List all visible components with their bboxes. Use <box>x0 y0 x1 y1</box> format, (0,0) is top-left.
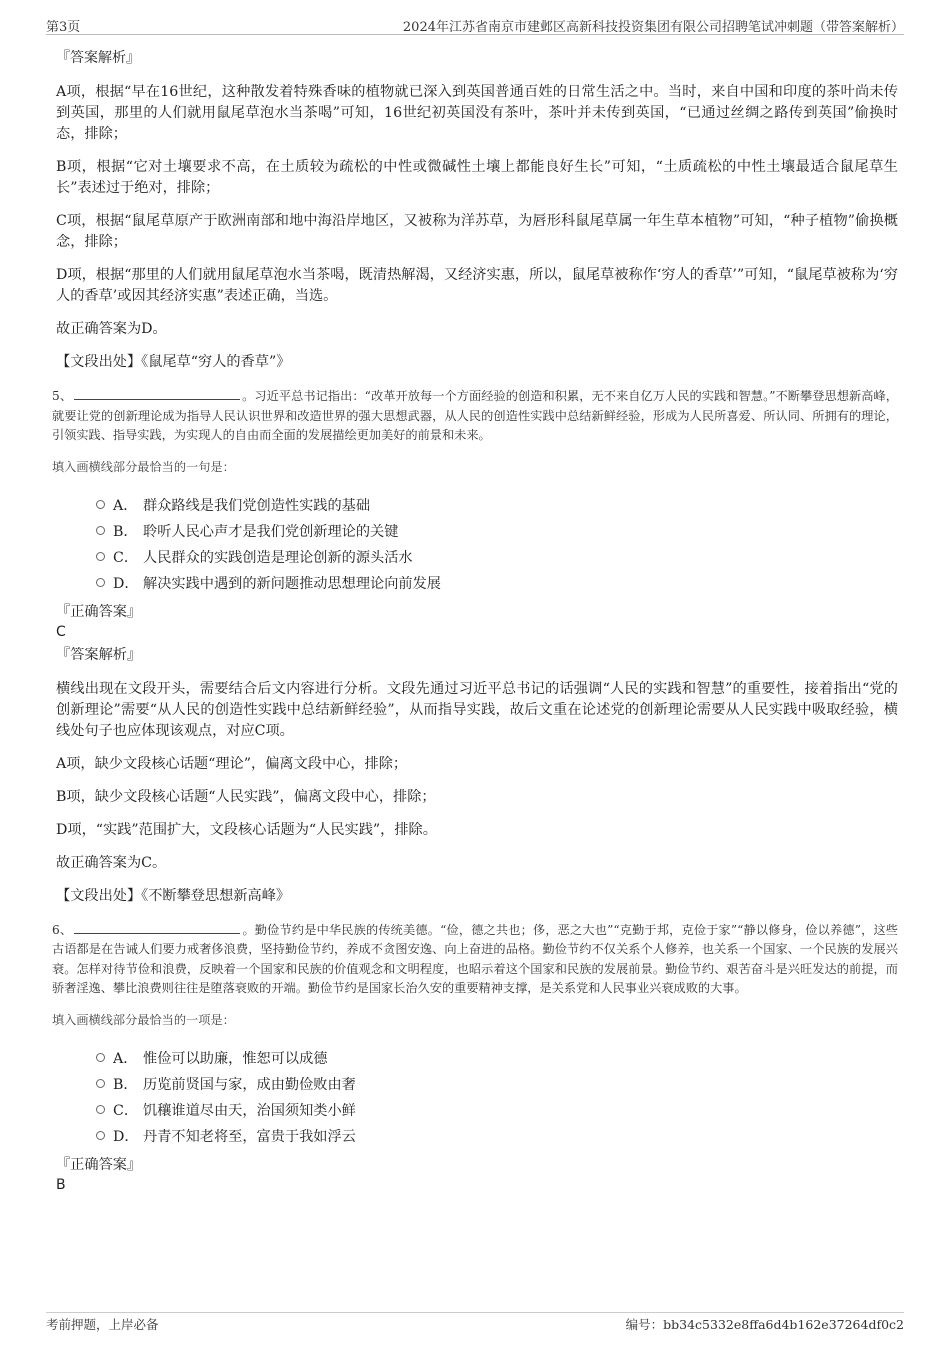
page-content <box>52 44 898 1195</box>
radio-icon[interactable] <box>96 1079 105 1088</box>
options-list <box>96 492 898 596</box>
option-text: 聆听人民心声才是我们党创新理论的关键 <box>143 523 399 540</box>
option-text: 解决实践中遇到的新问题推动思想理论向前发展 <box>143 575 441 592</box>
option-label: A． <box>113 1050 138 1067</box>
text-source: 【文段出处】《不断攀登思想新高峰》 <box>56 887 291 904</box>
radio-icon[interactable] <box>96 578 105 587</box>
question-stem <box>52 921 898 999</box>
document-id: 编号：bb34c5332e8ffa6d4b162e37264df0c2 <box>625 1317 904 1332</box>
option-a[interactable] <box>96 1045 898 1071</box>
option-b[interactable] <box>96 1071 898 1097</box>
correct-answer-marker: 『正确答案』 <box>56 603 142 620</box>
option-a[interactable] <box>96 492 898 518</box>
footer-slogan: 考前押题，上岸必备 <box>46 1317 159 1332</box>
question-text: 。勤俭节约是中华民族的传统美德。“俭，德之共也；侈，恶之大也”“克勤于邦，克俭于家”“静以修身，俭以养德”，这些古语都是在告诫人们要力戒奢侈浪费，坚持勤俭节约，养成不贪图安逸、向上奋进的品格。勤俭节约不仅关系个人修养，也关系一个国家、一个民族的发展兴衰。怎样对待节俭和浪费，反映着一个国家和民族的价值观念和文明程度，也昭示着这个国家和民族的发展前景。勤俭节约、艰苦奋斗是兴旺发达的前提，而骄奢淫逸、攀比浪费则往往是堕落衰败的开端。勤俭节约是国家长治久安的重要精神支撑，是关系党和人民事业兴衰成败的大事。 <box>52 922 898 995</box>
radio-icon[interactable] <box>96 526 105 535</box>
option-b[interactable] <box>96 518 898 544</box>
analysis-marker: 『答案解析』 <box>56 646 142 663</box>
option-label: C． <box>113 549 139 566</box>
q4-analysis-section <box>56 48 898 373</box>
radio-icon[interactable] <box>96 1105 105 1114</box>
question-number: 5、 <box>52 389 73 403</box>
page-number: 第3页 <box>46 20 81 35</box>
option-label: D． <box>113 575 139 592</box>
correct-answer-marker: 『正确答案』 <box>56 1156 142 1173</box>
option-text: 群众路线是我们党创造性实践的基础 <box>143 497 371 514</box>
analysis-paragraph: C项，根据“鼠尾草原产于欧洲南部和地中海沿岸地区，又被称为洋苏草，为唇形科鼠尾草属一年生草本植物”可知，“种子植物”偷换概念，排除； <box>56 213 898 250</box>
question-5 <box>52 387 898 907</box>
question-text: 。习近平总书记指出：“改革开放每一个方面经验的创造和积累，无不来自亿万人民的实践和智慧。”不断攀登思想新高峰，就要让党的创新理论成为指导人民认识世界和改造世界的强大思想武器，从人民的创造性实践中总结新鲜经验，形成为人民所喜爱、所认同、所拥有的理论，引领实践、指导实践，为实现人的自由而全面的发展描绘更加美好的前景和未来。 <box>52 389 898 442</box>
analysis-conclusion: 故正确答案为C。 <box>56 854 167 871</box>
analysis-paragraph: D项，“实践”范围扩大，文段核心话题为“人民实践”，排除。 <box>56 821 437 838</box>
option-text: 惟俭可以助廉，惟恕可以成德 <box>143 1050 328 1067</box>
question-stem <box>52 387 898 446</box>
question-prompt: 填入画横线部分最恰当的一项是： <box>52 1012 235 1027</box>
document-title: 2024年江苏省南京市建邺区高新科技投资集团有限公司招聘笔试冲刺题（带答案解析） <box>402 20 904 35</box>
options-list <box>96 1045 898 1149</box>
option-label: C． <box>113 1102 139 1119</box>
radio-icon[interactable] <box>96 1053 105 1062</box>
radio-icon[interactable] <box>96 1131 105 1140</box>
radio-icon[interactable] <box>96 552 105 561</box>
question-6 <box>52 921 898 1195</box>
analysis-paragraph: 横线出现在文段开头，需要结合后文内容进行分析。文段先通过习近平总书记的话强调“人民的实践和智慧”的重要性，接着指出“党的创新理论”需要“从人民的创造性实践中总结新鲜经验”，从而指导实践，故后文重在论述党的创新理论需要从人民实践中吸取经验，横线处句子也应体现该观点，对应C项。 <box>56 680 898 739</box>
fill-blank-line <box>74 921 240 934</box>
radio-icon[interactable] <box>96 500 105 509</box>
option-label: B． <box>113 523 138 540</box>
text-source: 【文段出处】《鼠尾草“穷人的香草”》 <box>56 354 291 370</box>
option-d[interactable] <box>96 570 898 596</box>
analysis-paragraph: D项，根据“那里的人们就用鼠尾草泡水当茶喝，既清热解渴，又经济实惠，所以，鼠尾草被称作‘穷人的香草’”可知，“鼠尾草被称为‘穷人的香草’或因其经济实惠”表述正确，当选。 <box>56 267 898 304</box>
analysis-marker: 『答案解析』 <box>56 50 140 66</box>
option-label: D． <box>113 1128 139 1145</box>
analysis-paragraph: B项，根据“它对土壤要求不高，在土质较为疏松的中性或微碱性土壤上都能良好生长”可知，“土质疏松的中性土壤最适合鼠尾草生长”表述过于绝对，排除； <box>56 159 898 196</box>
analysis-paragraph: B项，缺少文段核心话题“人民实践”，偏离文段中心，排除； <box>56 788 436 805</box>
correct-answer: C <box>56 623 66 640</box>
option-text: 饥穰谁道尽由天，治国须知类小鲜 <box>143 1102 356 1119</box>
option-text: 历览前贤国与家，成由勤俭败由奢 <box>143 1076 356 1093</box>
analysis-paragraph: A项，缺少文段核心话题“理论”，偏离文段中心，排除； <box>56 755 408 772</box>
option-c[interactable] <box>96 1097 898 1123</box>
analysis-conclusion: 故正确答案为D。 <box>56 321 167 337</box>
option-text: 人民群众的实践创造是理论创新的源头活水 <box>143 549 413 566</box>
page-footer <box>46 1312 904 1337</box>
analysis-paragraph: A项，根据“早在16世纪，这种散发着特殊香味的植物就已深入到英国普通百姓的日常生活之中。当时，来自中国和印度的茶叶尚未传到英国，那里的人们就用鼠尾草泡水当茶喝”可知，16世纪初英国没有茶叶，茶叶并未传到英国，“已通过丝绸之路传到英国”偷换时态，排除； <box>56 84 898 142</box>
option-text: 丹青不知老将至，富贵于我如浮云 <box>143 1128 356 1145</box>
option-d[interactable] <box>96 1123 898 1149</box>
question-prompt: 填入画横线部分最恰当的一句是： <box>52 459 235 474</box>
correct-answer: B <box>56 1176 66 1193</box>
fill-blank-line <box>74 387 240 400</box>
option-c[interactable] <box>96 544 898 570</box>
question-number: 6、 <box>52 922 73 937</box>
page-header <box>46 14 904 35</box>
option-label: A． <box>113 497 138 514</box>
option-label: B． <box>113 1076 138 1093</box>
